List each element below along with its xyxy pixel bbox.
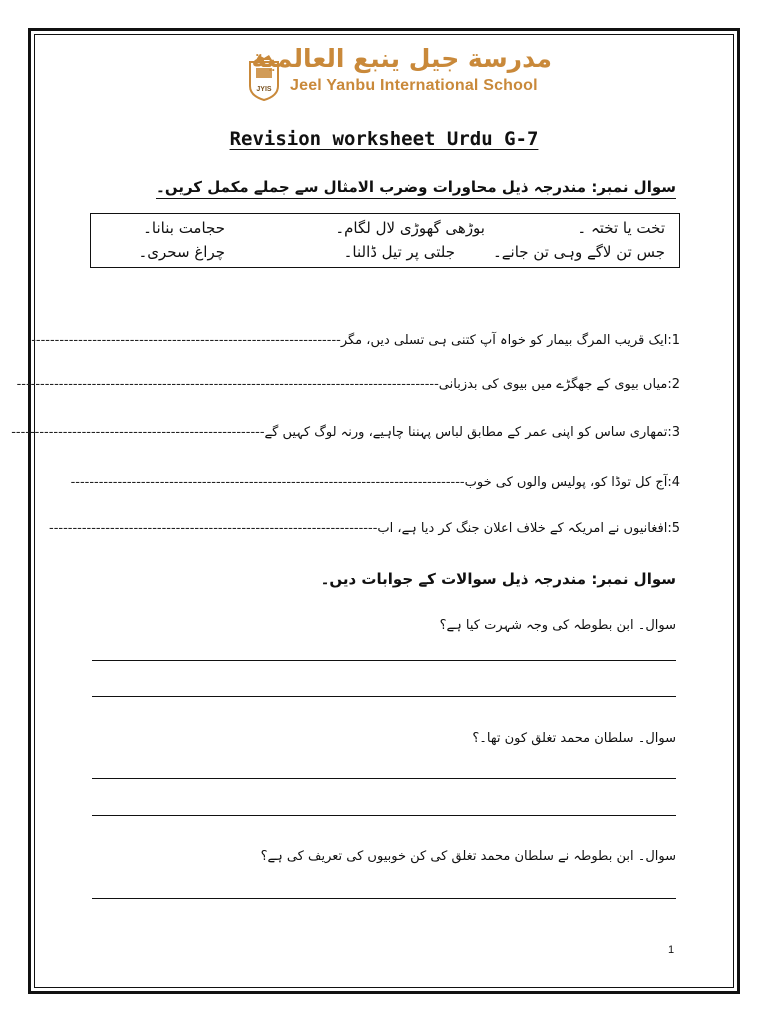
idiom-item: جلتی پر تیل ڈالنا۔ (343, 243, 455, 261)
worksheet-title-text: Revision worksheet Urdu G-7 (229, 128, 539, 150)
fill-sentence-1: 1:ایک قریب المرگ بیمار کو خواہ آپ کتنی ہی تسلی دیں، مگر------------------------------------------------------------------ (31, 333, 680, 348)
logo-text: JYIS (256, 86, 272, 93)
answer-line[interactable] (92, 660, 676, 661)
section1-heading-text: سوال نمبر: مندرجہ ذیل محاورات وضرب الامثال سے جملے مکمل کریں۔ (156, 178, 676, 199)
idiom-item: حجامت بنانا۔ (143, 219, 225, 237)
answer-line[interactable] (92, 898, 676, 899)
worksheet-title (0, 128, 768, 150)
idiom-item: بوڑھی گھوڑی لال لگام۔ (335, 219, 485, 237)
idioms-box (90, 213, 680, 268)
answer-line[interactable] (92, 815, 676, 816)
school-name-arabic: مدرسة جيل ينبع العالمية (251, 44, 552, 73)
section1-heading (156, 178, 676, 196)
page-number: 1 (668, 944, 675, 956)
idiom-item: جس تن لاگے وہی تن جانے۔ (492, 243, 665, 261)
fill-sentence-5: 5:افغانیوں نے امریکہ کے خلاف اعلان جنگ کر دیا ہے، اب---------------------------------------------------------------------- (49, 521, 680, 536)
fill-sentence-3: 3:تمھاری ساس کو اپنی عمر کے مطابق لباس پہننا چاہیے، ورنہ لوگ کہیں گے------------------------------------------------------ (11, 425, 680, 440)
fill-sentence-2: 2:میاں بیوی کے جھگڑے میں بیوی کی بدزبانی------------------------------------------------------------------------------------------ (16, 377, 680, 392)
idiom-item: تخت یا تختہ ۔ (577, 219, 665, 237)
idiom-item: چراغ سحری۔ (138, 243, 225, 261)
answer-line[interactable] (92, 696, 676, 697)
school-name-english: Jeel Yanbu International School (290, 77, 538, 94)
question-3: سوال۔ ابن بطوطہ نے سلطان محمد تغلق کی کن خوبیوں کی تعریف کی ہے؟ (260, 849, 676, 864)
question-1: سوال۔ ابن بطوطہ کی وجہ شہرت کیا ہے؟ (439, 618, 676, 633)
question-2: سوال۔ سلطان محمد تغلق کون تھا۔؟ (472, 731, 676, 746)
fill-sentence-4: 4:آج کل توڈا کو، پولیس والوں کی خوب------------------------------------------------------------------------------------ (70, 475, 680, 490)
answer-line[interactable] (92, 778, 676, 779)
section2-heading: سوال نمبر: مندرجہ ذیل سوالات کے جوابات دیں۔ (320, 570, 676, 588)
